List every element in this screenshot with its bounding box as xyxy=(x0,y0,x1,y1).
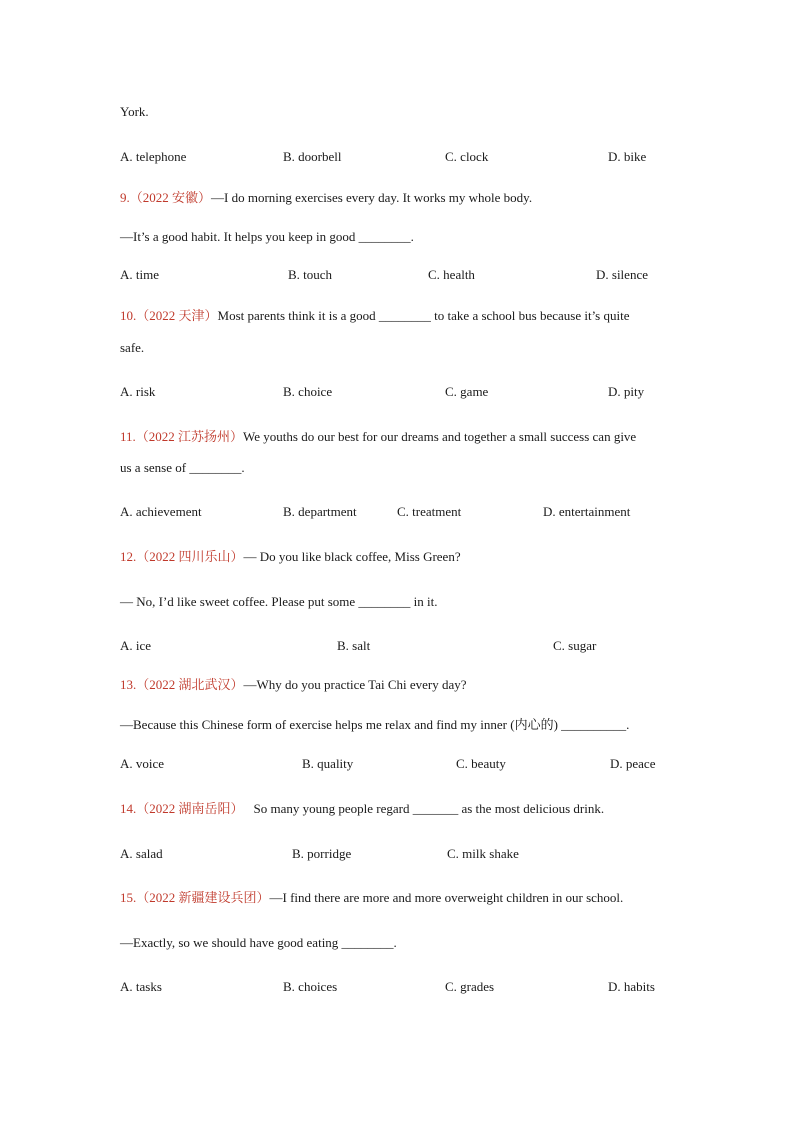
q10-option-a: A. risk xyxy=(120,384,156,399)
q14-option-c: C. milk shake xyxy=(447,846,519,861)
question-13 xyxy=(120,677,467,693)
question-14-stem: So many young people regard _______ as the most delicious drink. xyxy=(253,801,605,816)
q10-option-b: B. choice xyxy=(283,384,333,399)
question-14-source: 14.（2022 湖南岳阳） xyxy=(120,801,244,816)
q9-option-a: A. time xyxy=(120,267,159,282)
question-10 xyxy=(120,308,630,324)
q10-option-c: C. game xyxy=(445,384,489,399)
question-9-source: 9.（2022 安徽） xyxy=(120,190,212,205)
q15-option-c: C. grades xyxy=(445,979,495,994)
q11-option-a: A. achievement xyxy=(120,504,202,519)
q12-option-c: C. sugar xyxy=(553,638,597,653)
question-13-source: 13.（2022 湖北武汉） xyxy=(120,677,244,692)
q12-option-a: A. ice xyxy=(120,638,152,653)
question-15 xyxy=(120,890,623,906)
question-15-line2: —Exactly, so we should have good eating ________. xyxy=(120,935,397,950)
question-15-stem: —I find there are more and more overweight children in our school. xyxy=(269,890,624,905)
q14-option-a: A. salad xyxy=(120,846,163,861)
q13-option-b: B. quality xyxy=(302,756,354,771)
q13-option-a: A. voice xyxy=(120,756,165,771)
question-8-stem-tail: York. xyxy=(120,104,149,119)
question-12-source: 12.（2022 四川乐山） xyxy=(120,549,244,564)
q10-option-d: D. pity xyxy=(608,384,645,399)
question-15-source: 15.（2022 新疆建设兵团） xyxy=(120,890,270,905)
q8-option-c: C. clock xyxy=(445,149,489,164)
question-9-stem: —I do morning exercises every day. It works my whole body. xyxy=(211,190,533,205)
question-14 xyxy=(120,801,604,817)
q13-option-d: D. peace xyxy=(610,756,656,771)
q15-option-a: A. tasks xyxy=(120,979,162,994)
q15-option-b: B. choices xyxy=(283,979,338,994)
q9-option-d: D. silence xyxy=(596,267,648,282)
question-13-line2: —Because this Chinese form of exercise helps me relax and find my inner (内心的) __________. xyxy=(120,717,630,732)
question-9-line2: —It’s a good habit. It helps you keep in good ________. xyxy=(120,229,414,244)
q11-option-b: B. department xyxy=(283,504,357,519)
question-12 xyxy=(120,549,461,565)
question-12-line2: — No, I’d like sweet coffee. Please put some ________ in it. xyxy=(120,594,438,609)
q11-option-c: C. treatment xyxy=(397,504,462,519)
q12-option-b: B. salt xyxy=(337,638,371,653)
question-10-line2: safe. xyxy=(120,340,145,355)
q8-option-a: A. telephone xyxy=(120,149,187,164)
q15-option-d: D. habits xyxy=(608,979,655,994)
q9-option-b: B. touch xyxy=(288,267,333,282)
q14-option-b: B. porridge xyxy=(292,846,352,861)
question-10-stem: Most parents think it is a good ________ to take a school bus because it’s quite xyxy=(217,308,630,323)
question-11-stem: We youths do our best for our dreams and together a small success can give xyxy=(243,429,637,444)
question-11-line2: us a sense of ________. xyxy=(120,460,245,475)
question-9 xyxy=(120,190,532,206)
question-11-source: 11.（2022 江苏扬州） xyxy=(120,429,244,444)
question-12-stem: — Do you like black coffee, Miss Green? xyxy=(243,549,461,564)
question-11 xyxy=(120,429,636,445)
q8-option-b: B. doorbell xyxy=(283,149,342,164)
q8-option-d: D. bike xyxy=(608,149,647,164)
q13-option-c: C. beauty xyxy=(456,756,506,771)
question-10-source: 10.（2022 天津） xyxy=(120,308,218,323)
question-13-stem: —Why do you practice Tai Chi every day? xyxy=(243,677,467,692)
q9-option-c: C. health xyxy=(428,267,475,282)
q11-option-d: D. entertainment xyxy=(543,504,631,519)
